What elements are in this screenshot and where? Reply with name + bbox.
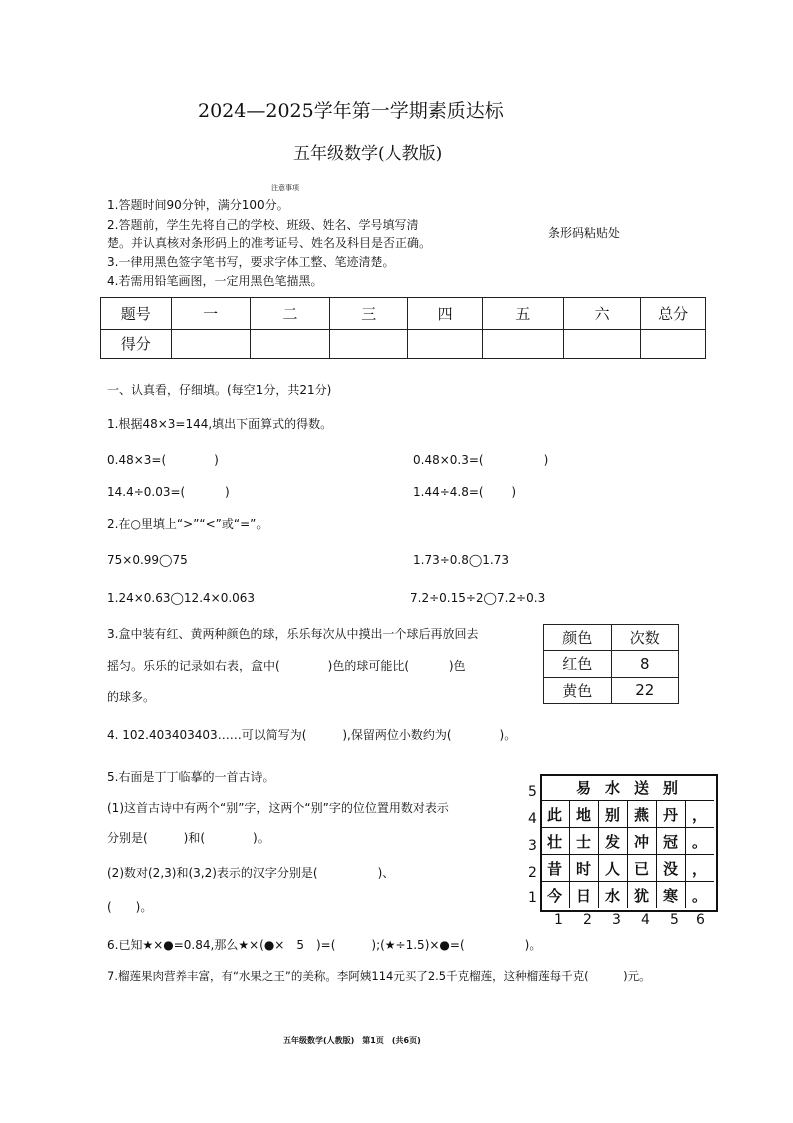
q1-item: 14.4÷0.03=( ) xyxy=(107,485,230,499)
poem-char: ， xyxy=(691,860,707,878)
poem-char: 日 xyxy=(575,887,591,905)
score-cell[interactable] xyxy=(641,329,706,358)
poem-char: 燕 xyxy=(633,806,649,824)
poem-char: 已 xyxy=(633,860,649,878)
page-subtitle: 五年级数学(人教版) xyxy=(293,144,443,164)
q2-item: 1.73÷0.8◯1.73 xyxy=(413,553,510,567)
note-4: 4.若需用铅笔画图，一定用黑色笔描黑。 xyxy=(107,274,323,288)
section-1-heading: 一、认真看，仔细填。(每空1分，共21分) xyxy=(107,383,332,397)
barcode-area-label: 条形码粘贴处 xyxy=(548,226,621,240)
page-footer: 五年级数学(人教版) 第1页 (共6页) xyxy=(283,1036,421,1045)
poem-row xyxy=(540,828,714,854)
score-cell[interactable] xyxy=(408,329,482,358)
poem-char: 冲 xyxy=(633,833,649,851)
q6-text: 6.已知★×●=0.84,那么★×(●× 5 )=( );(★÷1.5)×●=( )。 xyxy=(107,938,542,952)
poem-col-number: 1 xyxy=(554,912,563,928)
poem-char: 别 xyxy=(662,779,678,797)
score-header: 六 xyxy=(564,298,641,330)
poem-char: 。 xyxy=(691,887,707,905)
poem-char: 别 xyxy=(604,806,620,824)
score-cell[interactable] xyxy=(330,329,408,358)
ball-table-header: 次数 xyxy=(611,625,679,651)
poem-char: 水 xyxy=(604,887,620,905)
page-title: 2024—2025学年第一学期素质达标 xyxy=(198,100,504,122)
poem-col-number: 4 xyxy=(641,912,650,928)
score-header: 一 xyxy=(171,298,250,330)
score-cell[interactable] xyxy=(482,329,563,358)
score-header: 二 xyxy=(250,298,329,330)
q1-item: 0.48×0.3=( ) xyxy=(413,453,549,467)
poem-char: 送 xyxy=(633,779,649,797)
notice-heading: 注意事项 xyxy=(271,184,299,192)
q2-item: 1.24×0.63◯12.4×0.063 xyxy=(107,591,256,605)
poem-row xyxy=(540,855,714,881)
poem-char: 丹 xyxy=(662,806,678,824)
score-header: 四 xyxy=(408,298,482,330)
poem-row xyxy=(540,801,714,827)
note-3: 3.一律用黑色签字笔书写，要求字体工整、笔迹清楚。 xyxy=(107,255,395,269)
poem-char: 水 xyxy=(604,779,620,797)
poem-char: 人 xyxy=(604,860,620,878)
ball-color: 黄色 xyxy=(544,677,612,703)
score-header: 总分 xyxy=(641,298,706,330)
poem-row-number: 2 xyxy=(528,865,537,881)
poem-grid xyxy=(524,774,714,928)
q3-line: 的球多。 xyxy=(107,690,156,704)
poem-col-number: 2 xyxy=(583,912,592,928)
poem-row xyxy=(540,774,714,800)
poem-char: 士 xyxy=(575,833,591,851)
score-cell[interactable] xyxy=(171,329,250,358)
poem-char: 昔 xyxy=(546,860,562,878)
score-cell[interactable] xyxy=(250,329,329,358)
poem-char: 没 xyxy=(662,860,678,878)
q1-item: 0.48×3=( ) xyxy=(107,453,219,467)
note-2: 2.答题前，学生先将自己的学校、班级、姓名、学号填写清 xyxy=(107,218,419,232)
note-2b: 楚。并认真核对条形码上的准考证号、姓名及科目是否正确。 xyxy=(107,236,432,250)
poem-char: ， xyxy=(691,806,707,824)
q2-item: 7.2÷0.15÷2◯7.2÷0.3 xyxy=(410,591,546,605)
poem-row-number: 3 xyxy=(528,838,537,854)
poem-col-number: 3 xyxy=(612,912,621,928)
poem-row-number: 1 xyxy=(528,890,537,906)
poem-row xyxy=(540,882,714,908)
poem-char: 易 xyxy=(575,779,591,797)
q5-line: 分别是( )和( )。 xyxy=(107,831,270,845)
q5-line: ( )。 xyxy=(107,900,153,914)
score-table xyxy=(100,297,706,359)
poem-char: 犹 xyxy=(633,887,649,905)
poem-char: 冠 xyxy=(662,833,678,851)
q1-text: 1.根据48×3=144,填出下面算式的得数。 xyxy=(107,417,333,431)
q4-text: 4. 102.403403403……可以简写为( ),保留两位小数约为( )。 xyxy=(107,728,517,742)
q5-line: (2)数对(2,3)和(3,2)表示的汉字分别是( )、 xyxy=(107,866,395,880)
q1-item: 1.44÷4.8=( ) xyxy=(413,485,517,499)
q5-line: 5.右面是丁丁临摹的一首古诗。 xyxy=(107,770,275,784)
ball-count: 22 xyxy=(611,677,679,703)
poem-char: 今 xyxy=(546,887,562,905)
q3-line: 摇匀。乐乐的记录如右表，盒中( )色的球可能比( )色 xyxy=(107,659,466,673)
score-header: 五 xyxy=(482,298,563,330)
poem-row-number: 5 xyxy=(528,784,537,800)
poem-char: 此 xyxy=(546,806,562,824)
poem-col-number: 5 xyxy=(670,912,679,928)
q2-text: 2.在○里填上“>”“<”或“=”。 xyxy=(107,517,269,531)
q2-item: 75×0.99◯75 xyxy=(107,553,188,567)
poem-char: 寒 xyxy=(662,887,678,905)
q3-line: 3.盒中装有红、黄两种颜色的球，乐乐每次从中摸出一个球后再放回去 xyxy=(107,627,479,641)
q5-line: (1)这首古诗中有两个“别”字，这两个“别”字的位位置用数对表示 xyxy=(107,801,449,815)
score-row-label: 得分 xyxy=(101,329,172,358)
poem-char: 发 xyxy=(604,833,620,851)
ball-color: 红色 xyxy=(544,651,612,677)
score-header: 三 xyxy=(330,298,408,330)
poem-char: 。 xyxy=(691,833,707,851)
ball-count: 8 xyxy=(611,651,679,677)
ball-table-header: 颜色 xyxy=(544,625,612,651)
poem-char: 壮 xyxy=(546,833,562,851)
poem-row-number: 4 xyxy=(528,811,537,827)
score-header: 题号 xyxy=(101,298,172,330)
poem-char: 时 xyxy=(575,860,591,878)
score-cell[interactable] xyxy=(564,329,641,358)
q7-text: 7.榴莲果肉营养丰富，有“水果之王”的美称。李阿姨114元买了2.5千克榴莲，这种榴莲每千克( )元。 xyxy=(107,969,651,983)
note-1: 1.答题时间90分钟，满分100分。 xyxy=(107,198,289,212)
poem-char: 地 xyxy=(575,806,591,824)
poem-col-number: 6 xyxy=(696,912,705,928)
ball-record-table xyxy=(543,624,679,704)
